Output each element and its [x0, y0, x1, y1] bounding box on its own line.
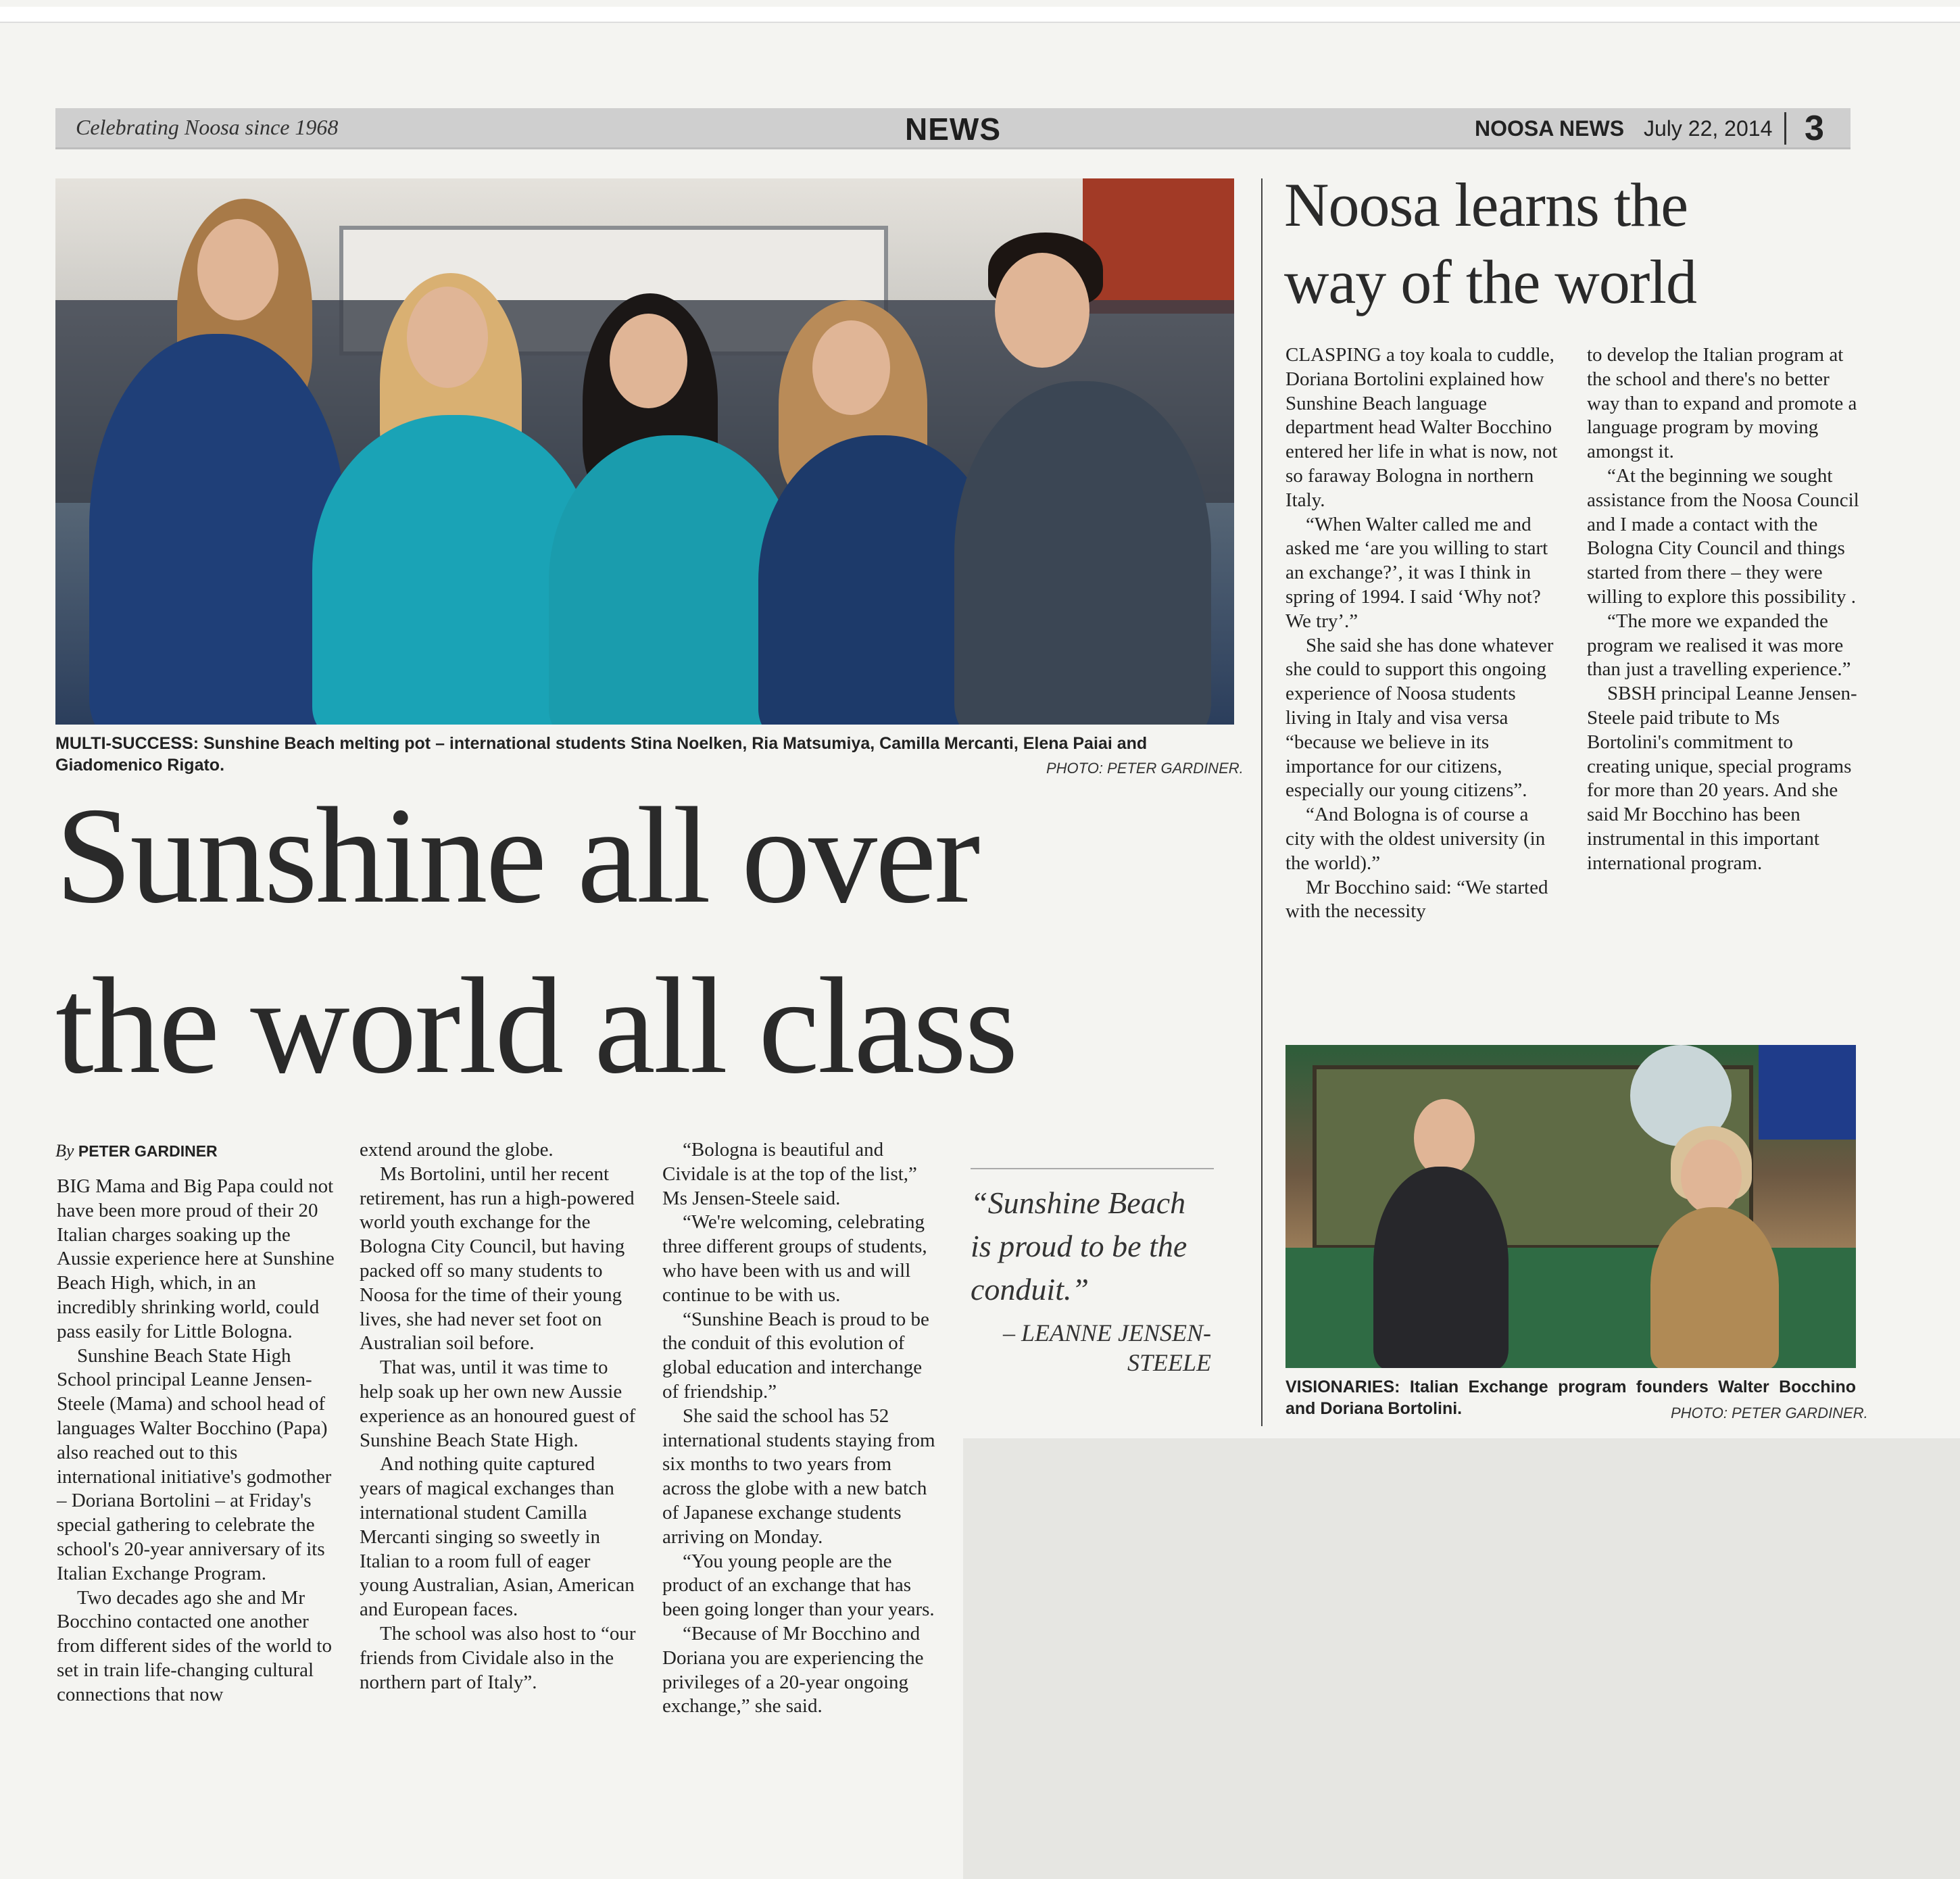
byline-prefix: By	[55, 1141, 74, 1161]
paragraph: That was, until it was time to help soak up her own new Aussie experience as an honoured guest of Sunshine Beach State High.	[360, 1357, 636, 1451]
paragraph: to develop the Italian program at the school and there's no better way than to expand and promote a language program by moving amongst it.	[1587, 344, 1857, 463]
paragraph: “And Bologna is of course a city with the oldest university (in the world).”	[1285, 804, 1546, 874]
caption-text: Sunshine Beach melting pot – international students Stina Noelken, Ria Matsumiya, Camilla Mercanti, Elena Paiai and Giadomenico Rigato.	[55, 734, 1148, 775]
paragraph: She said the school has 52 international students staying from six months to two years from across the globe with a new batch of Japanese exchange students arriving on Monday.	[662, 1405, 935, 1548]
side-headline-line-2: way of the world	[1284, 247, 1696, 316]
paragraph: The school was also host to “our friends from Cividale also in the northern part of Italy”.	[360, 1622, 636, 1693]
founders-photo	[1285, 1045, 1856, 1368]
side-headline-line-1: Noosa learns the	[1284, 170, 1688, 239]
caption-label: VISIONARIES:	[1285, 1377, 1400, 1396]
side-column-1	[1285, 343, 1563, 924]
photo-credit: PHOTO: PETER GARDINER.	[1046, 760, 1244, 777]
paragraph: CLASPING a toy koala to cuddle, Doriana Bortolini explained how Sunshine Beach language department head Walter Bocchino entered her life in what is now, not so faraway Bologna in northern Italy.	[1285, 344, 1558, 511]
article-column-3	[662, 1138, 939, 1719]
header-divider	[1784, 112, 1786, 145]
page-header	[55, 108, 1851, 149]
pull-quote-rule	[971, 1168, 1214, 1169]
pull-quote-attribution: – LEANNE JENSEN-STEELE	[1003, 1319, 1211, 1376]
students-photo	[55, 178, 1234, 725]
paragraph: “When Walter called me and asked me ‘are you willing to start an exchange?’, it was I think in spring of 1994. I said ‘Why not? We try’.”	[1285, 513, 1548, 632]
paragraph: “Because of Mr Bocchino and Doriana you are experiencing the privileges of a 20-year ongoing exchange,” she said.	[662, 1622, 924, 1717]
paragraph: “Sunshine Beach is proud to be the conduit of this evolution of global education and interchange of friendship.”	[662, 1308, 929, 1402]
side-column-2	[1587, 343, 1860, 876]
publication-name: NOOSA NEWS	[1475, 116, 1625, 141]
publication-date: July 22, 2014	[1644, 116, 1773, 141]
byline-author: PETER GARDINER	[78, 1142, 218, 1160]
paragraph: BIG Mama and Big Papa could not have been more proud of their 20 Italian charges soaking up the Aussie experience here at Sunshine Beach High, which, in an incredibly shrinking world, could pass easily for Little Bologna.	[57, 1175, 335, 1342]
paragraph: Sunshine Beach State High School principal Leanne Jensen-Steele (Mama) and school head of languages Walter Bocchino (Papa) also reached out to this international initiative's godmother – Doriana Bortolini – at Friday's special gathering to celebrate the school's 20-year anniversary of its Italian Exchange Program.	[57, 1344, 332, 1584]
paragraph: She said she has done whatever she could to support this ongoing experience of Noosa students living in Italy and visa versa “because we believe in its importance for our citizens, especially our young citizens”.	[1285, 634, 1554, 802]
pull-quote: “Sunshine Beach is proud to be the conduit.”	[971, 1186, 1187, 1307]
paragraph: extend around the globe.	[360, 1139, 554, 1161]
paragraph: “The more we expanded the program we realised it was more than just a travelling experience.”	[1587, 610, 1851, 681]
headline-line-2: the world all class	[55, 950, 1016, 1102]
caption-label: MULTI-SUCCESS:	[55, 734, 199, 753]
paragraph: Two decades ago she and Mr Bocchino contacted one another from different sides of the world to set in train life-changing cultural connections that now	[57, 1586, 332, 1705]
article-column-1	[57, 1175, 335, 1707]
masthead-tagline: Celebrating Noosa since 1968	[76, 115, 339, 139]
side-headline	[1284, 166, 1865, 320]
paragraph: And nothing quite captured years of magical exchanges than international student Camilla Mercanti singing so sweetly in Italian to a room full of eager young Australian, Asian, American and European faces.	[360, 1453, 635, 1621]
paragraph: “At the beginning we sought assistance from the Noosa Council and I made a contact with the Bologna City Council and things started from there – they were willing to explore this possibility .	[1587, 464, 1859, 608]
paragraph: Ms Bortolini, until her recent retirement, has run a high-powered world youth exchange for the Bologna City Council, but having packed off so many students to Noosa for the time of their young lives, she had never set foot on Australian soil before.	[360, 1163, 635, 1355]
section-label: NEWS	[905, 112, 1001, 147]
founders-photo-credit: PHOTO: PETER GARDINER.	[1671, 1405, 1868, 1421]
paragraph: SBSH principal Leanne Jensen-Steele paid tribute to Ms Bortolini's commitment to creating unique, special programs for more than 20 years. And she said Mr Bocchino has been instrumental in this important international program.	[1587, 683, 1857, 874]
paragraph: Mr Bocchino said: “We started with the necessity	[1285, 876, 1548, 923]
headline-line-1: Sunshine all over	[55, 779, 979, 932]
caption-text: Italian Exchange program founders Walter Bocchino and Doriana Bortolini.	[1285, 1377, 1857, 1418]
main-headline	[55, 771, 1272, 1111]
byline	[55, 1141, 218, 1161]
scan-edge	[0, 7, 1960, 23]
article-column-2	[360, 1138, 641, 1694]
paragraph: “Bologna is beautiful and Cividale is at the top of the list,” Ms Jensen-Steele said.	[662, 1139, 917, 1209]
column-divider	[1261, 178, 1263, 1426]
blank-area	[963, 1438, 1960, 1879]
page-number: 3	[1805, 109, 1824, 148]
paragraph: “You young people are the product of an exchange that has been going longer than your years.	[662, 1550, 935, 1621]
paragraph: “We're welcoming, celebrating three different groups of students, who have been with us and will continue to be with us.	[662, 1211, 927, 1306]
